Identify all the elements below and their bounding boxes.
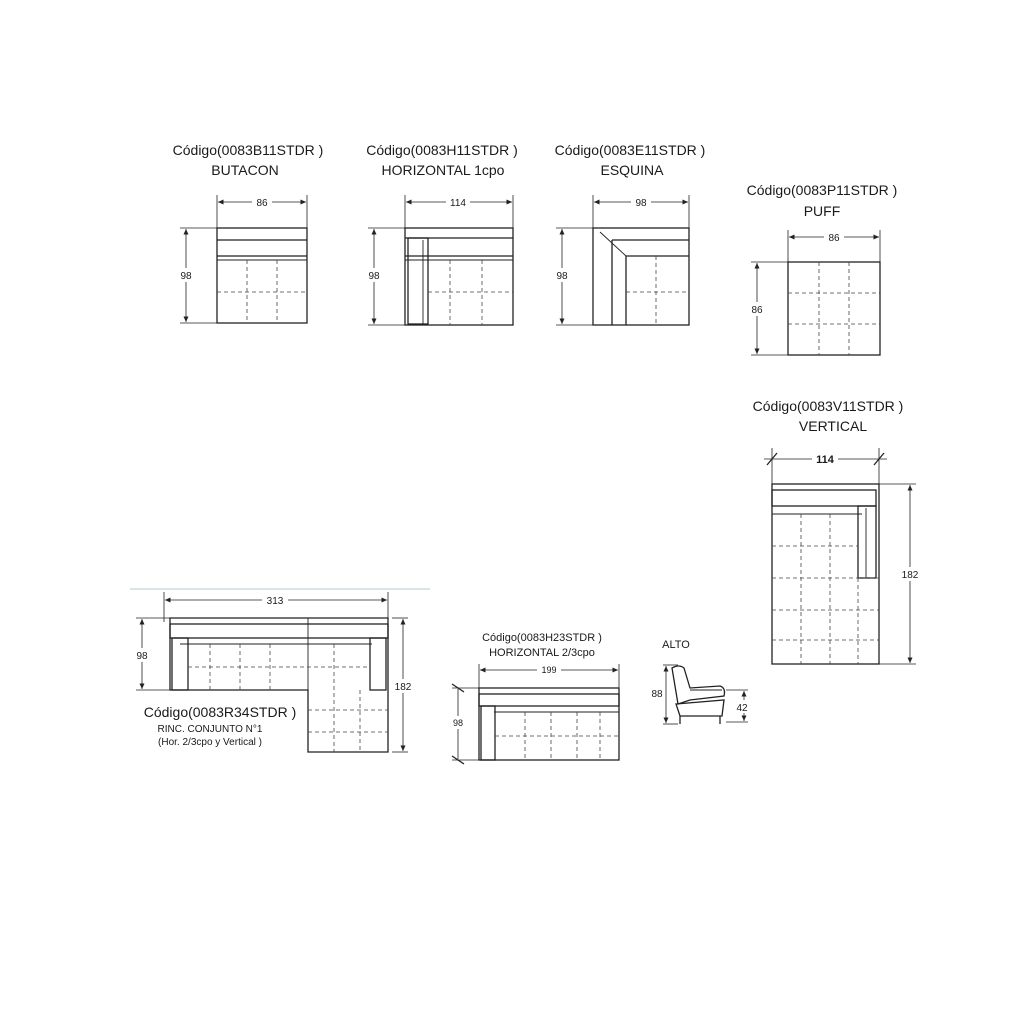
alto-seat-height: 42 bbox=[736, 703, 748, 714]
module-vertical bbox=[753, 398, 921, 664]
butacon-depth: 98 bbox=[180, 271, 192, 282]
horizontal23-name: HORIZONTAL 2/3cpo bbox=[489, 647, 595, 659]
module-rinconera bbox=[130, 589, 430, 752]
horizontal1-name: HORIZONTAL 1cpo bbox=[381, 162, 505, 178]
rinconera-width: 313 bbox=[266, 596, 284, 607]
rinconera-depth-total: 182 bbox=[394, 682, 412, 693]
rinconera-code: Código(0083R34STDR ) bbox=[143, 704, 297, 720]
puff-name: PUFF bbox=[803, 203, 841, 219]
vertical-depth: 182 bbox=[901, 570, 919, 581]
butacon-code: Código(0083B11STDR ) bbox=[172, 142, 324, 158]
module-butacon bbox=[173, 142, 324, 323]
rinconera-name: RINC. CONJUNTO N°1 bbox=[157, 724, 263, 735]
butacon-width: 86 bbox=[256, 198, 268, 209]
horizontal1-width: 114 bbox=[450, 198, 466, 209]
horizontal23-code: Código(0083H23STDR ) bbox=[482, 632, 602, 644]
puff-width: 86 bbox=[828, 233, 840, 244]
module-horizontal-23cpo bbox=[450, 632, 619, 764]
butacon-name: BUTACON bbox=[211, 162, 279, 178]
horizontal23-depth: 98 bbox=[452, 718, 464, 728]
rinconera-note: (Hor. 2/3cpo y Vertical ) bbox=[158, 737, 262, 748]
horizontal1-code: Código(0083H11STDR ) bbox=[366, 142, 518, 158]
vertical-code: Código(0083V11STDR ) bbox=[752, 398, 904, 414]
horizontal1-depth: 98 bbox=[368, 271, 380, 282]
rinconera-depth: 98 bbox=[136, 651, 148, 662]
esquina-depth: 98 bbox=[556, 271, 568, 282]
module-horizontal-1cpo bbox=[366, 142, 518, 325]
alto-height: 88 bbox=[651, 689, 663, 700]
alto-label: ALTO bbox=[662, 639, 690, 651]
esquina-name: ESQUINA bbox=[600, 162, 664, 178]
vertical-width: 114 bbox=[816, 454, 834, 466]
horizontal23-width: 199 bbox=[541, 665, 557, 675]
vertical-name: VERTICAL bbox=[798, 418, 868, 434]
puff-code: Código(0083P11STDR ) bbox=[746, 182, 898, 198]
module-esquina bbox=[554, 142, 705, 325]
esquina-code: Código(0083E11STDR ) bbox=[554, 142, 706, 158]
module-alto bbox=[650, 630, 754, 724]
puff-depth: 86 bbox=[751, 305, 763, 316]
module-puff bbox=[747, 182, 898, 355]
esquina-width: 98 bbox=[635, 198, 647, 209]
